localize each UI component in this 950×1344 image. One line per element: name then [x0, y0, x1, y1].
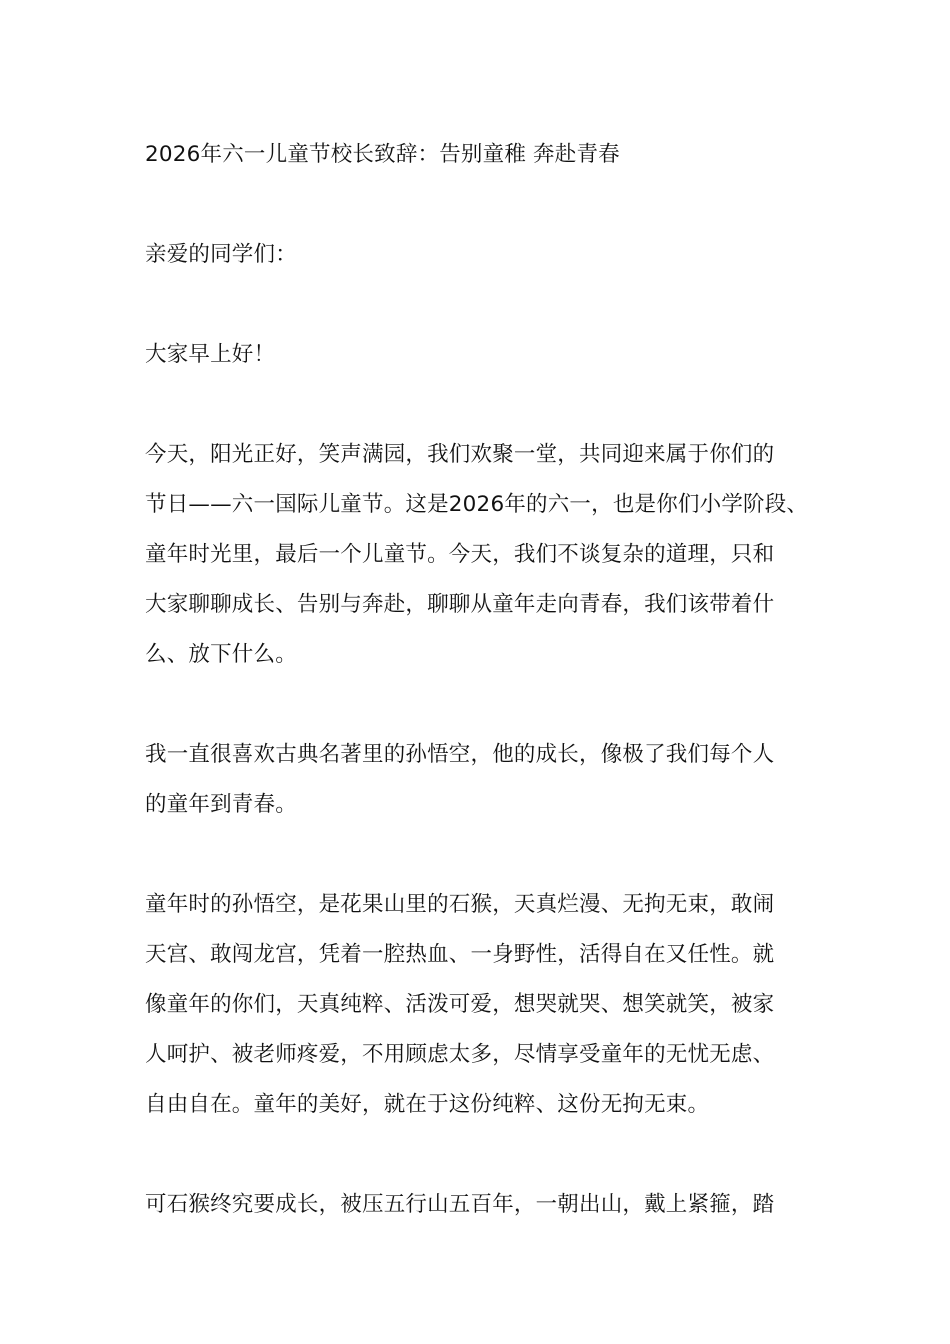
paragraph-spacer — [145, 180, 820, 230]
paragraph-3 — [145, 880, 820, 1130]
greeting: 大家早上好！ — [145, 342, 276, 367]
paragraph-line: 节日——六一国际儿童节。这是2026年的六一，也是你们小学阶段、 — [145, 492, 809, 517]
paragraph-line: 像童年的你们，天真纯粹、活泼可爱，想哭就哭、想笑就笑，被家 — [145, 992, 775, 1017]
paragraph-line: 童年时光里，最后一个儿童节。今天，我们不谈复杂的道理，只和 — [145, 542, 775, 567]
paragraph-line: 今天，阳光正好，笑声满园，我们欢聚一堂，共同迎来属于你们的 — [145, 442, 775, 467]
paragraph-line: 天宫、敢闯龙宫，凭着一腔热血、一身野性，活得自在又任性。就 — [145, 942, 775, 967]
paragraph-1 — [145, 430, 820, 680]
paragraph-spacer — [145, 280, 820, 330]
paragraph-line: 童年时的孙悟空，是花果山里的石猴，天真烂漫、无拘无束，敢闹 — [145, 892, 775, 917]
paragraph-spacer — [145, 680, 820, 730]
paragraph-4 — [145, 1180, 820, 1230]
paragraph-line: 大家聊聊成长、告别与奔赴，聊聊从童年走向青春，我们该带着什 — [145, 592, 775, 617]
paragraph-line: 可石猴终究要成长，被压五行山五百年，一朝出山，戴上紧箍，踏 — [145, 1192, 775, 1217]
document-title: 2026年六一儿童节校长致辞：告别童稚 奔赴青春 — [145, 142, 620, 167]
document-body — [145, 130, 820, 1230]
paragraph-line: 自由自在。童年的美好，就在于这份纯粹、这份无拘无束。 — [145, 1092, 710, 1117]
paragraph-spacer — [145, 380, 820, 430]
paragraph-2 — [145, 730, 820, 830]
paragraph-line: 么、放下什么。 — [145, 642, 297, 667]
paragraph-spacer — [145, 1130, 820, 1180]
paragraph-spacer — [145, 830, 820, 880]
paragraph-line: 的童年到青春。 — [145, 792, 297, 817]
paragraph-line: 人呵护、被老师疼爱，不用顾虑太多，尽情享受童年的无忧无虑、 — [145, 1042, 775, 1067]
salutation: 亲爱的同学们： — [145, 242, 297, 267]
paragraph-line: 我一直很喜欢古典名著里的孙悟空，他的成长，像极了我们每个人 — [145, 742, 775, 767]
